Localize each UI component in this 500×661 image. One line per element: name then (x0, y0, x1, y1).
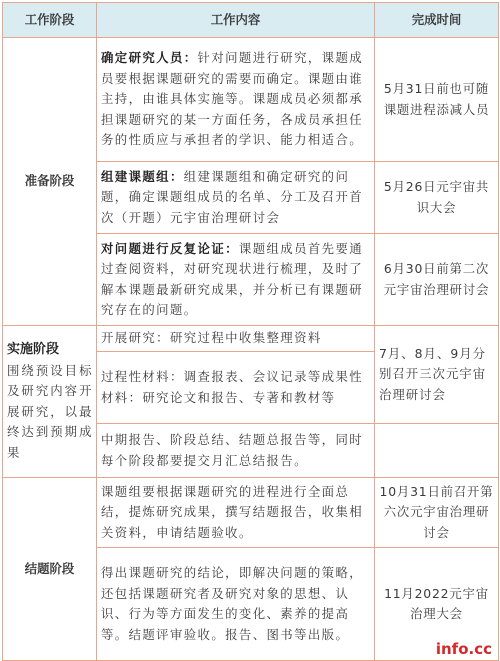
close-time-1: 10月31日前召开第六次元宇宙治理研讨会 (375, 478, 499, 548)
prep-text-1: 针对问题进行研究，课题成员要根据课题研究的需要而确定。课题由谁主持，由谁具体实施等。课题成员必须都承担课题研究的某一方面任务，各成员承担任务的性质应与承担者的学识、能力相适合。 (101, 50, 364, 148)
close-row-1 (3, 478, 499, 548)
stage-prep: 准备阶段 (3, 38, 97, 326)
prep-content-1 (97, 38, 375, 162)
impl-content-1: 开展研究：研究过程中收集整理资料 (97, 326, 375, 352)
prep-text-3: 课题组成员首先要通过查阅资料，对研究现状进行梳理，及时了解本课题最新研究成果，并分析已有课题研究存在的问题。 (101, 240, 364, 317)
prep-time-2: 5月26日元宇宙共识大会 (375, 162, 499, 234)
work-plan-table (2, 2, 499, 661)
header-content: 工作内容 (97, 3, 375, 38)
impl-row-1 (3, 326, 499, 352)
stage-close: 结题阶段 (3, 478, 97, 661)
impl-content-3: 中期报告、阶段总结、结题总报告等，同时每个阶段都要提交月汇总结报告。 (97, 424, 375, 478)
stage-impl-title: 实施阶段 (7, 342, 60, 357)
header-time: 完成时间 (375, 3, 499, 38)
watermark: info.cc (435, 640, 492, 658)
impl-content-2: 过程性材料：调查报表、会议记录等成果性材料：研究论文和报告、专著和教材等 (97, 352, 375, 424)
prep-title-3: 对问题进行反复论证： (101, 240, 239, 256)
prep-content-2 (97, 162, 375, 234)
prep-time-1: 5月31日前也可随课题进程添减人员 (375, 38, 499, 162)
stage-impl-desc: 围绕预设目标及研究内容开展研究，以最终达到预期成果 (7, 362, 92, 460)
close-time-2: 11月2022元宇宙治理大会 (375, 548, 499, 661)
prep-title-1: 确定研究人员： (101, 50, 198, 66)
prep-text-2: 组建课题组和确定研究的问题，确定课题组成员的名单、分工及召开首次（开题）元宇宙治理研讨会 (101, 168, 364, 225)
header-stage: 工作阶段 (3, 3, 97, 38)
close-content-1: 课题组要根据课题研究的进程进行全面总结，提炼研究成果，撰写结题报告，收集相关资料，申请结题验收。 (97, 478, 375, 548)
prep-title-2: 组建课题组： (101, 168, 184, 184)
prep-time-3: 6月30日前第二次元宇宙治理研讨会 (375, 234, 499, 326)
prep-content-3 (97, 234, 375, 326)
prep-row-1 (3, 38, 499, 162)
header-row (3, 3, 499, 38)
close-content-2: 得出课题研究的结论，即解决问题的策略，还包括课题研究者及研究对象的思想、认识、行为等方面发生的变化、素养的提高等。结题评审验收。报告、图书等出版。 (97, 548, 375, 661)
impl-time: 7月、8月、9月分别召开三次元宇宙治理研讨会 (375, 326, 499, 424)
stage-impl (3, 326, 97, 478)
impl-time-empty (375, 424, 499, 478)
